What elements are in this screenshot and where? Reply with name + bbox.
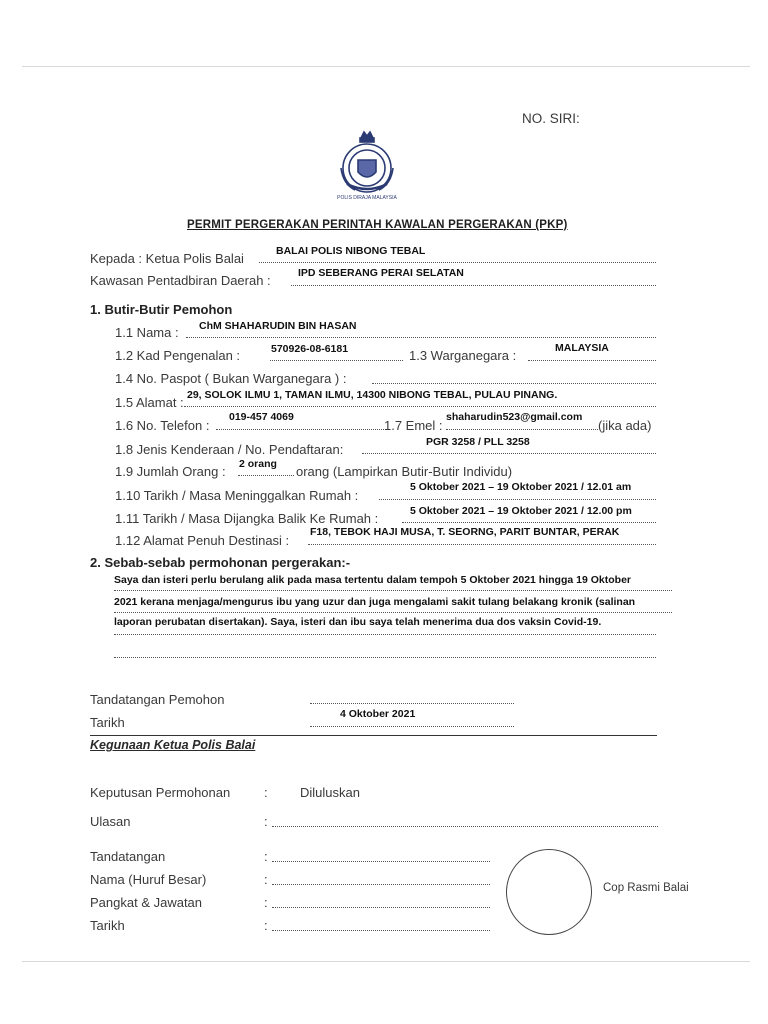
tarikh-balik-label: 1.11 Tarikh / Masa Dijangka Balik Ke Rumah : xyxy=(115,511,379,526)
telefon-label: 1.6 No. Telefon : xyxy=(115,418,210,433)
warganegara-label: 1.3 Warganegara : xyxy=(409,348,517,363)
tandatangan-label: Tandatangan xyxy=(90,849,166,864)
tandatangan-pemohon-label: Tandatangan Pemohon xyxy=(90,692,225,707)
kenderaan-value: PGR 3258 / PLL 3258 xyxy=(426,436,530,448)
section1-heading: 1. Butir-Butir Pemohon xyxy=(90,302,233,317)
alamat-label: 1.5 Alamat : xyxy=(115,395,184,410)
reason-line-2: 2021 kerana menjaga/mengurus ibu yang uzur dan juga mengalami sakit tulang belakang kronik (salinan xyxy=(114,596,636,608)
kepada-value: BALAI POLIS NIBONG TEBAL xyxy=(276,245,426,257)
reason-line-1: Saya dan isteri perlu berulang alik pada masa tertentu dalam tempoh 5 Oktober 2021 hingga 19 Oktober xyxy=(114,574,631,586)
keputusan-label: Keputusan Permohonan xyxy=(90,785,231,800)
tarikh-polis-colon: : xyxy=(264,918,268,933)
jumlah-orang-suffix: orang (Lampirkan Butir-Butir Individu) xyxy=(296,464,513,479)
jumlah-orang-value: 2 orang xyxy=(239,458,277,470)
tandatangan-colon: : xyxy=(264,849,268,864)
no-siri-label: NO. SIRI: xyxy=(522,111,580,126)
warganegara-value: MALAYSIA xyxy=(555,342,609,354)
kawasan-value: IPD SEBERANG PERAI SELATAN xyxy=(298,267,464,279)
nama-value: ChM SHAHARUDIN BIN HASAN xyxy=(199,320,357,332)
emel-value: shaharudin523@gmail.com xyxy=(446,411,583,423)
kenderaan-label: 1.8 Jenis Kenderaan / No. Pendaftaran: xyxy=(115,442,344,457)
reason-line-3: laporan perubatan disertakan). Saya, isteri dan ibu saya telah menerima dua dos vaksin Covid-19. xyxy=(114,616,602,628)
emel-suffix: (jika ada) xyxy=(598,418,652,433)
tarikh-polis-label: Tarikh xyxy=(90,918,125,933)
form-title: PERMIT PERGERAKAN PERINTAH KAWALAN PERGERAKAN (PKP) xyxy=(187,219,568,231)
emel-label: 1.7 Emel : xyxy=(384,418,443,433)
telefon-value: 019-457 4069 xyxy=(229,411,294,423)
destinasi-value: F18, TEBOK HAJI MUSA, T. SEORNG, PARIT BUNTAR, PERAK xyxy=(310,526,620,538)
section2-heading: 2. Sebab-sebab permohonan pergerakan:- xyxy=(90,555,351,570)
tarikh-keluar-value: 5 Oktober 2021 – 19 Oktober 2021 / 12.01 am xyxy=(410,481,632,493)
jumlah-orang-label: 1.9 Jumlah Orang : xyxy=(115,464,226,479)
police-crest-icon xyxy=(331,128,403,200)
nama-colon: : xyxy=(264,872,268,887)
nama-label: 1.1 Nama : xyxy=(115,325,179,340)
tarikh-pemohon-label: Tarikh xyxy=(90,715,125,730)
nama-huruf-besar-label: Nama (Huruf Besar) xyxy=(90,872,207,887)
destinasi-label: 1.12 Alamat Penuh Destinasi : xyxy=(115,533,290,548)
pangkat-label: Pangkat & Jawatan xyxy=(90,895,203,910)
pangkat-colon: : xyxy=(264,895,268,910)
ulasan-colon: : xyxy=(264,814,268,829)
kepada-label: Kepada : Ketua Polis Balai xyxy=(90,251,244,266)
kawasan-label: Kawasan Pentadbiran Daerah : xyxy=(90,273,271,288)
tarikh-balik-value: 5 Oktober 2021 – 19 Oktober 2021 / 12.00 pm xyxy=(410,505,632,517)
crest-caption: POLIS DIRAJA MALAYSIA xyxy=(337,195,397,200)
tarikh-keluar-label: 1.10 Tarikh / Masa Meninggalkan Rumah : xyxy=(115,488,359,503)
cop-rasmi-label: Cop Rasmi Balai xyxy=(603,882,689,894)
alamat-value: 29, SOLOK ILMU 1, TAMAN ILMU, 14300 NIBONG TEBAL, PULAU PINANG. xyxy=(187,389,558,401)
kad-pengenalan-value: 570926-08-6181 xyxy=(271,343,349,355)
cop-rasmi-circle xyxy=(506,849,592,935)
paspot-label: 1.4 No. Paspot ( Bukan Warganegara ) : xyxy=(115,371,347,386)
kad-pengenalan-label: 1.2 Kad Pengenalan : xyxy=(115,348,241,363)
keputusan-colon: : xyxy=(264,785,268,800)
keputusan-value: Diluluskan xyxy=(300,785,360,800)
ulasan-label: Ulasan xyxy=(90,814,131,829)
kegunaan-heading: Kegunaan Ketua Polis Balai xyxy=(90,738,256,752)
tarikh-pemohon-value: 4 Oktober 2021 xyxy=(340,708,416,720)
